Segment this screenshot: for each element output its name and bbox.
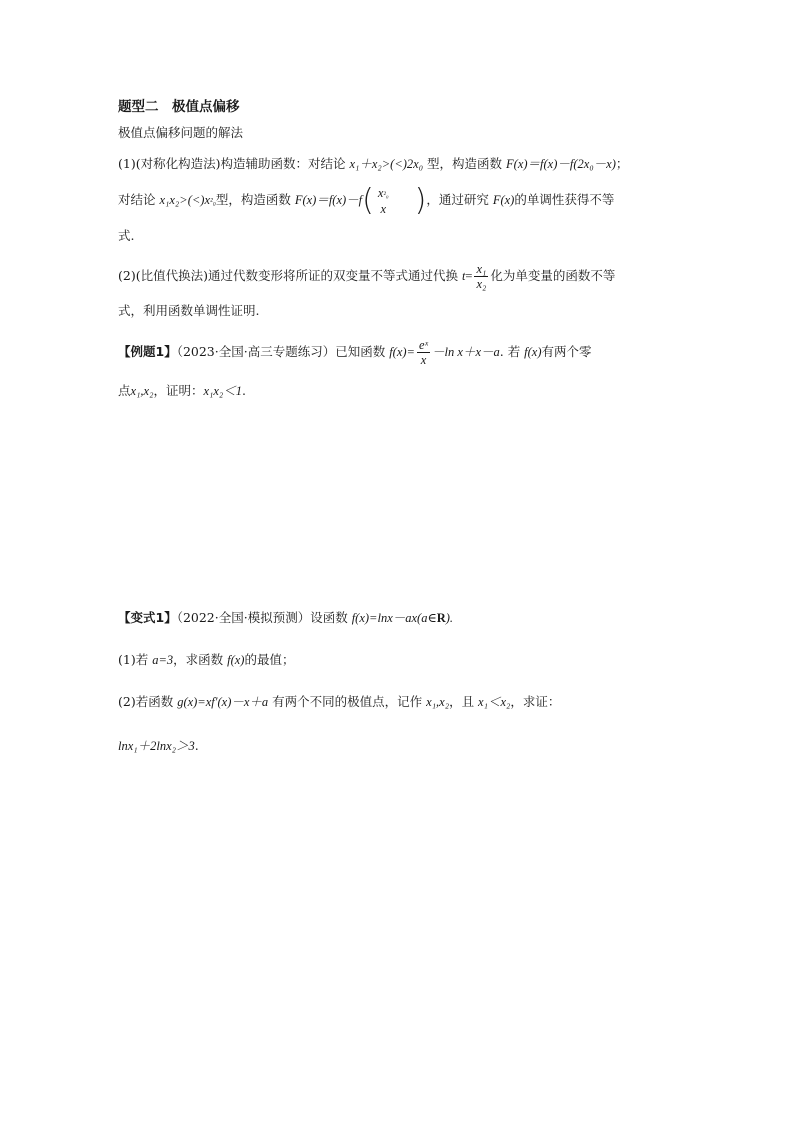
method1-func1: F(x)＝f(x)－f(2x₀－x): [506, 157, 616, 171]
method2-frac-den: x₂: [476, 277, 487, 291]
variant1-q2-end: .: [194, 738, 199, 753]
right-paren: ): [414, 182, 427, 218]
frac-num-var: x: [377, 185, 384, 200]
method2-frac-num: x₁: [476, 262, 487, 276]
variant1-q1: [118, 651, 294, 669]
variant1-q2-suffix: ，求证：: [510, 694, 561, 709]
method2-fraction: [474, 262, 488, 291]
variant1-source: （2022·全国·模拟预测）设函数: [176, 610, 352, 625]
method2-line1: [118, 258, 615, 294]
variant1-q1-cond: a=3: [152, 653, 174, 667]
example1-line2-suffix: .: [242, 383, 246, 398]
fraction-numerator: [376, 186, 391, 202]
method1-func2: F(x)＝f(x)－f: [294, 193, 363, 207]
method2-line2: 式，利用函数单调性证明.: [118, 303, 260, 318]
method1-line1-mid: 型，构造函数: [423, 156, 507, 171]
example1-conclusion: x₁x₂＜1: [203, 384, 242, 398]
variant1-q1-prefix: (1)若: [118, 652, 153, 667]
example1-line2-mid: ，证明：: [153, 383, 204, 398]
variant1-q2-order: x₁＜x₂: [478, 695, 511, 709]
method1-line2-suffix-a: ，通过研究: [426, 192, 493, 207]
method1-fraction: [376, 186, 391, 216]
example1-mid: . 若: [499, 344, 525, 359]
variant1-q2: [118, 693, 560, 711]
method1-line1-prefix: (1)(对称化构造法)构造辅助函数：对结论: [118, 156, 350, 171]
variant1-q2-pts: x₁,x₂: [426, 695, 450, 709]
variant1-label: 【变式1】: [118, 610, 177, 625]
left-paren: (: [362, 182, 374, 218]
method1-line2-mid: 型，构造函数: [215, 192, 295, 207]
method1-line2-suffix-c: 的单调性获得不等: [514, 192, 615, 207]
example1-line2-prefix: 点: [118, 383, 131, 398]
example1-func-lhs: f(x)=: [389, 345, 415, 359]
section-heading: 题型二 极值点偏移: [118, 99, 240, 115]
variant1-func: f(x)=lnx－ax(a∈: [351, 611, 437, 625]
example1-frac-num: eˣ: [418, 338, 429, 352]
variant1-q1-mid: ，求函数: [173, 652, 228, 667]
method1-expr-product: x₁x₂>(<)x: [159, 193, 211, 207]
method1-line1-suffix: ；: [615, 156, 629, 171]
method2-line1-suffix: 化为单变量的函数不等: [490, 268, 616, 283]
method1-line2-prefix: 对结论: [118, 192, 160, 207]
method2-var-t: t: [461, 269, 466, 283]
fraction-denominator: x: [380, 201, 387, 216]
example1-source: （2023·全国·高三专题练习）已知函数: [176, 344, 390, 359]
variant1-q2-mid2: ，且: [449, 694, 479, 709]
method1-expr-sum: x₁＋x₂>(<)2x₀: [349, 157, 424, 171]
variant1-q2-mid: 有两个不同的极值点，记作: [268, 694, 427, 709]
intro-text: 极值点偏移问题的解法: [118, 125, 244, 140]
example1-label: 【例题1】: [118, 344, 177, 359]
example1-fx: f(x): [524, 345, 542, 359]
variant1-q1-func: f(x): [227, 653, 245, 667]
example1-fraction: [417, 338, 430, 367]
example1-suffix: 有两个零: [541, 344, 592, 359]
method1-line2-Fx: F(x): [492, 193, 515, 207]
method2-line1-prefix: (2)(比值代换法)通过代数变形将所证的双变量不等式通过代换: [118, 268, 462, 283]
method1-line2: [118, 184, 614, 217]
example1-zeros: x₁,x₂: [130, 384, 154, 398]
method1-line3: 式.: [118, 228, 135, 243]
method1-line1: [118, 155, 628, 173]
example1-frac-den: x: [420, 353, 427, 367]
variant1-func-end: ).: [445, 611, 454, 625]
method1-expr-sq: ²₀: [210, 196, 216, 206]
example1-line1: [118, 334, 592, 370]
example1-func-rhs: －ln x＋x－a: [432, 345, 500, 359]
variant1-q2-line2: [118, 737, 199, 755]
method2-eq: =: [465, 269, 473, 283]
variant1-q2-conclusion: lnx₁＋2lnx₂＞3: [118, 739, 195, 753]
frac-num-sq: ²₀: [383, 189, 389, 199]
example1-line2: [118, 382, 246, 400]
variant1-q2-func: g(x)=xf′(x)－x＋a: [177, 695, 269, 709]
variant1-line1: [118, 609, 453, 627]
variant1-q1-suffix: 的最值；: [244, 652, 295, 667]
variant1-q2-prefix: (2)若函数: [118, 694, 178, 709]
variant1-reals: R: [436, 611, 446, 625]
